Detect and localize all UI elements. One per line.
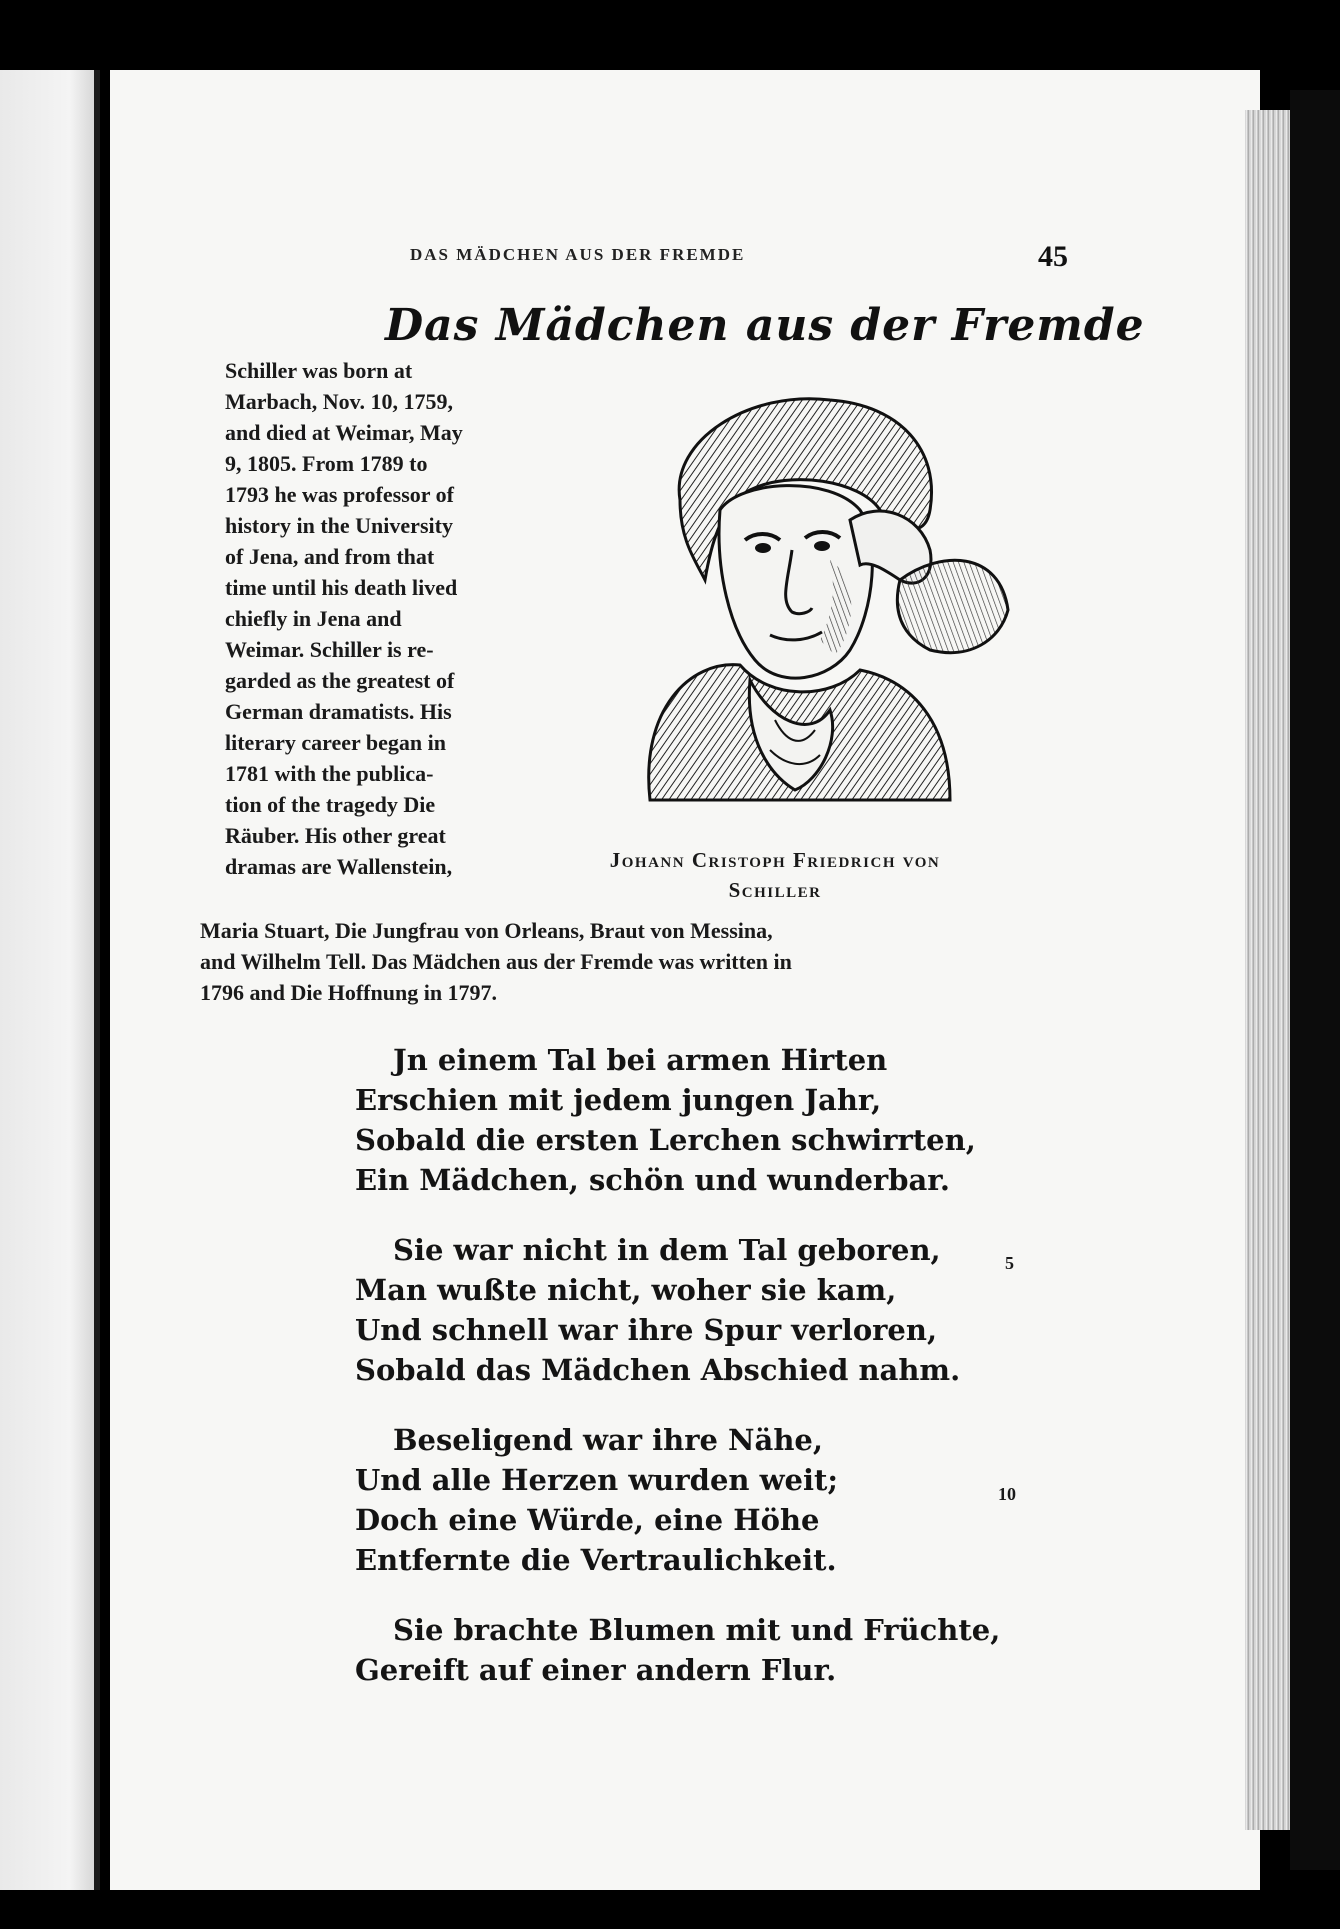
poem-stanza <box>355 1610 1035 1690</box>
poem-verse: Beseligend war ihre Nähe, <box>393 1423 823 1457</box>
intro-line: 1796 and Die Hoffnung in 1797. <box>200 980 498 1005</box>
poem-verse: Und alle Herzen wurden weit; <box>355 1463 839 1497</box>
portrait-caption <box>545 845 1005 905</box>
schiller-portrait-engraving <box>530 380 1010 830</box>
intro-line: Maria Stuart, Die Jungfrau von Orleans, Braut von Messina, <box>200 918 773 943</box>
intro-line: Weimar. Schiller is re- <box>225 637 434 662</box>
intro-line: tion of the tragedy Die <box>225 792 436 817</box>
caption-line: Schiller <box>728 878 822 902</box>
page-edges <box>1245 110 1290 1830</box>
poem-verse: Man wußte nicht, woher sie kam, <box>355 1273 897 1307</box>
poem-body <box>355 1040 1035 1720</box>
poem-verse: Sobald die ersten Lerchen schwirrten, <box>355 1123 976 1157</box>
background-edge <box>1290 90 1340 1870</box>
running-head: DAS MÄDCHEN AUS DER FREMDE <box>410 245 746 264</box>
intro-line: Schiller was born at <box>225 358 413 383</box>
poem-verse: Sobald das Mädchen Abschied nahm. <box>355 1353 961 1387</box>
caption-line: Johann Cristoph Friedrich von <box>609 848 941 872</box>
intro-line: 1793 he was professor of <box>225 482 454 507</box>
line-number: 10 <box>998 1484 1016 1504</box>
intro-paragraph <box>225 355 525 882</box>
line-number: 5 <box>1005 1253 1014 1273</box>
intro-line: garded as the greatest of <box>225 668 455 693</box>
intro-line: history in the University <box>225 513 453 538</box>
poem-verse: Und schnell war ihre Spur verloren, <box>355 1313 938 1347</box>
intro-line: time until his death lived <box>225 575 458 600</box>
poem-verse: Erschien mit jedem jungen Jahr, <box>355 1083 882 1117</box>
intro-paragraph-continued <box>200 915 1020 1008</box>
intro-line: Räuber. His other great <box>225 823 446 848</box>
poem-stanza <box>355 1230 1035 1390</box>
poem-title: Das Mädchen aus der Fremde <box>385 300 1145 351</box>
poem-stanza <box>355 1040 1035 1200</box>
intro-line: 1781 with the publica- <box>225 761 434 786</box>
facing-page-edge <box>0 70 100 1890</box>
intro-line: and Wilhelm Tell. Das Mädchen aus der Fremde was written in <box>200 949 792 974</box>
page-number: 45 <box>1038 240 1068 273</box>
poem-verse: Sie brachte Blumen mit und Früchte, <box>393 1613 1001 1647</box>
poem-stanza <box>355 1420 1035 1580</box>
intro-line: 9, 1805. From 1789 to <box>225 451 428 476</box>
intro-line: chiefly in Jena and <box>225 606 402 631</box>
poem-verse: Ein Mädchen, schön und wunderbar. <box>355 1163 950 1197</box>
intro-line: of Jena, and from that <box>225 544 435 569</box>
intro-line: literary career began in <box>225 730 446 755</box>
poem-verse: Jn einem Tal bei armen Hirten <box>393 1043 888 1077</box>
intro-line: and died at Weimar, May <box>225 420 463 445</box>
poem-verse: Entfernte die Vertraulichkeit. <box>355 1543 837 1577</box>
intro-line: German dramatists. His <box>225 699 452 724</box>
poem-verse: Sie war nicht in dem Tal geboren, <box>393 1233 941 1267</box>
poem-verse: Gereift auf einer andern Flur. <box>355 1653 837 1687</box>
intro-line: dramas are Wallenstein, <box>225 854 453 879</box>
intro-line: Marbach, Nov. 10, 1759, <box>225 389 453 414</box>
poem-verse: Doch eine Würde, eine Höhe <box>355 1503 820 1537</box>
